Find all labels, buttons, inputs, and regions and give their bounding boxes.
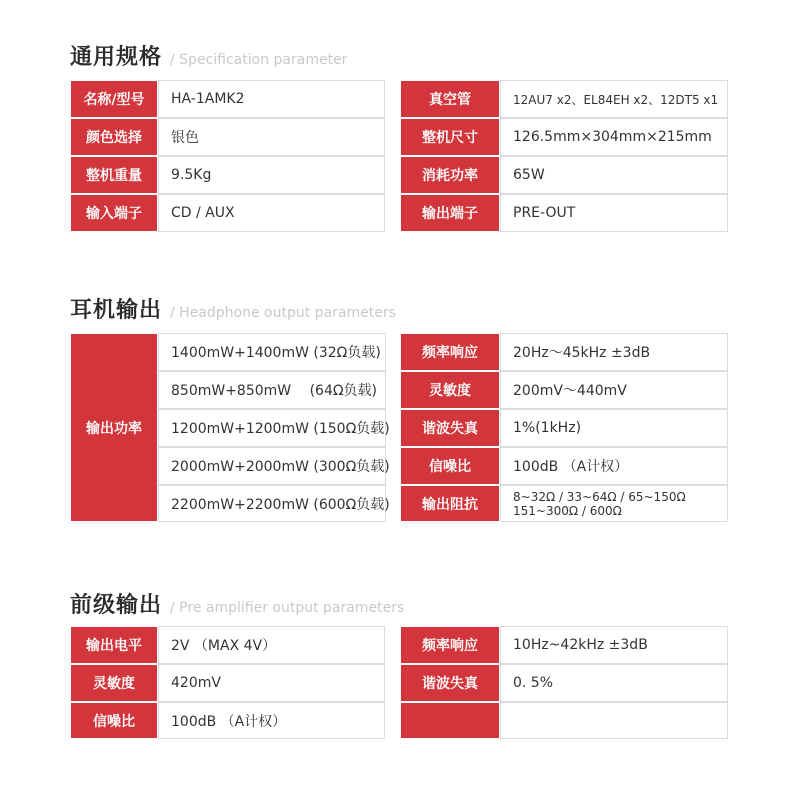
spec-value xyxy=(500,485,728,522)
table-row xyxy=(70,118,385,156)
spec-label: 整机尺寸 xyxy=(400,118,500,156)
table-row xyxy=(70,156,385,194)
section-subheading: / Pre amplifier output parameters xyxy=(170,600,405,616)
spec-value: 10Hz~42kHz ±3dB xyxy=(500,626,728,664)
section-heading: 耳机输出 xyxy=(70,298,163,323)
section-heading: 前级输出 xyxy=(70,593,163,618)
spec-label: 名称/型号 xyxy=(70,80,158,118)
spec-label: 输出阻抗 xyxy=(400,485,500,522)
table-row xyxy=(400,118,728,156)
spec-label: 灵敏度 xyxy=(400,371,500,409)
table-row xyxy=(70,194,385,232)
spec-value: 银色 xyxy=(158,118,385,156)
table-row xyxy=(400,626,728,664)
section-subheading: / Headphone output parameters xyxy=(170,305,396,321)
table-row xyxy=(400,194,728,232)
spec-label: 输出端子 xyxy=(400,194,500,232)
spec-value: 1%(1kHz) xyxy=(500,409,728,447)
spec-value: 2000mW+2000mW (300Ω负载) xyxy=(158,447,386,485)
spec-value: 1400mW+1400mW (32Ω负载) xyxy=(158,333,386,371)
spec-label: 消耗功率 xyxy=(400,156,500,194)
section-title-headphone xyxy=(70,293,396,324)
general-right-table xyxy=(400,80,728,232)
spec-value: 65W xyxy=(500,156,728,194)
table-row xyxy=(70,626,385,664)
spec-value: 9.5Kg xyxy=(158,156,385,194)
table-row xyxy=(400,333,728,371)
spec-value: 100dB （A计权） xyxy=(158,702,385,739)
spec-value: 1200mW+1200mW (150Ω负载) xyxy=(158,409,386,447)
spec-label: 信噪比 xyxy=(400,447,500,485)
preamp-right-table xyxy=(400,626,728,739)
spec-label: 谐波失真 xyxy=(400,409,500,447)
spec-value: PRE-OUT xyxy=(500,194,728,232)
spec-value: 12AU7 x2、EL84EH x2、12DT5 x1 xyxy=(500,80,728,118)
spec-label: 频率响应 xyxy=(400,626,500,664)
spec-label: 信噪比 xyxy=(70,702,158,739)
table-row xyxy=(400,447,728,485)
spec-label: 输入端子 xyxy=(70,194,158,232)
spec-value: 2V （MAX 4V） xyxy=(158,626,385,664)
impedance-line: 8~32Ω / 33~64Ω / 65~150Ω xyxy=(513,489,686,504)
table-row xyxy=(400,664,728,702)
spec-value: 20Hz～45kHz ±3dB xyxy=(500,333,728,371)
section-subheading: / Specification parameter xyxy=(170,52,348,68)
headphone-right-table xyxy=(400,333,728,522)
spec-label: 频率响应 xyxy=(400,333,500,371)
spec-value: 200mV～440mV xyxy=(500,371,728,409)
spec-label: 整机重量 xyxy=(70,156,158,194)
section-title-preamp xyxy=(70,588,404,619)
spec-label: 谐波失真 xyxy=(400,664,500,702)
preamp-left-table xyxy=(70,626,385,739)
table-row xyxy=(400,409,728,447)
spec-label xyxy=(400,702,500,739)
spec-value: 2200mW+2200mW (600Ω负载) xyxy=(158,485,386,522)
spec-value xyxy=(500,702,728,739)
section-heading: 通用规格 xyxy=(70,45,163,70)
spec-value: 420mV xyxy=(158,664,385,702)
table-row xyxy=(400,156,728,194)
spec-value: 850mW+850mW (64Ω负载) xyxy=(158,371,386,409)
impedance-line: 151~300Ω / 600Ω xyxy=(513,503,622,518)
table-row xyxy=(70,80,385,118)
spec-label: 颜色选择 xyxy=(70,118,158,156)
table-row xyxy=(70,664,385,702)
spec-label: 输出电平 xyxy=(70,626,158,664)
spec-value: CD / AUX xyxy=(158,194,385,232)
table-row xyxy=(400,371,728,409)
table-row xyxy=(400,485,728,522)
headphone-power-table xyxy=(70,333,390,522)
general-left-table xyxy=(70,80,385,232)
spec-value: 0. 5% xyxy=(500,664,728,702)
spec-value: HA-1AMK2 xyxy=(158,80,385,118)
spec-value: 126.5mm×304mm×215mm xyxy=(500,118,728,156)
spec-label: 灵敏度 xyxy=(70,664,158,702)
table-row xyxy=(70,702,385,739)
table-row xyxy=(400,80,728,118)
spec-value: 100dB （A计权） xyxy=(500,447,728,485)
section-title-general xyxy=(70,40,347,71)
spec-label: 输出功率 xyxy=(70,333,158,522)
spec-label: 真空管 xyxy=(400,80,500,118)
table-row xyxy=(400,702,728,739)
